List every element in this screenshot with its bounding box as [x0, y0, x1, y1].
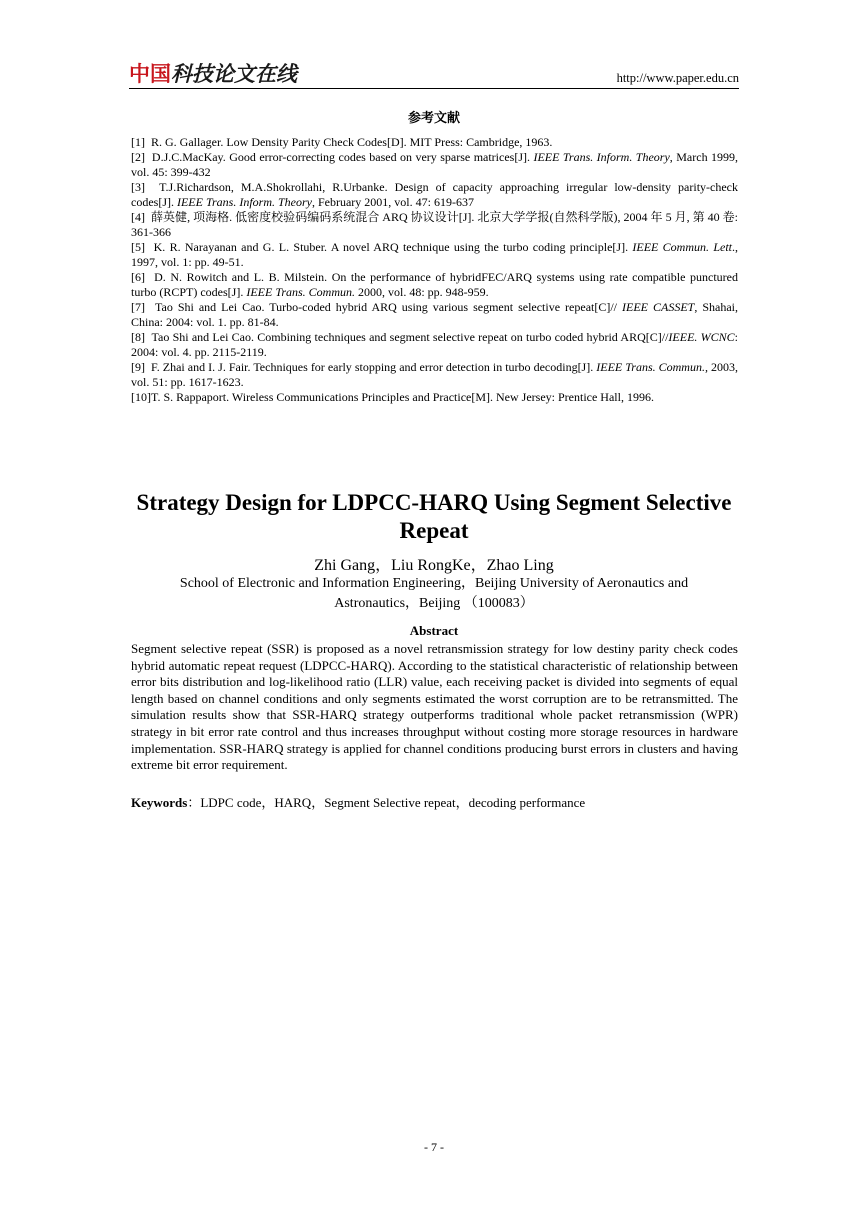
- reference-number: [3]: [131, 180, 145, 194]
- reference-text-pre: D.J.C.MacKay. Good error-correcting codes based on very sparse matrices[J].: [151, 150, 534, 164]
- abstract-heading: Abstract: [409, 623, 459, 638]
- reference-text-pre: R. G. Gallager. Low Density Parity Check Codes[D]. MIT Press: Cambridge, 1963.: [151, 135, 553, 149]
- reference-item: [131, 330, 738, 360]
- reference-text-pre: T.J.Richardson, M.A.Shokrollahi, R.Urbanke. Design of capacity approaching irregular low-density parity-check codes[J].: [131, 180, 739, 209]
- reference-text-it: IEEE Trans. Commun.: [246, 285, 356, 299]
- logo-text-dark: 科技论文在线: [171, 62, 297, 86]
- reference-text-it: IEEE CASSET: [622, 300, 695, 314]
- header-divider: [129, 88, 739, 89]
- reference-number: [4]: [131, 210, 145, 224]
- page-number: - 7 -: [424, 1140, 444, 1154]
- reference-item: [131, 135, 738, 150]
- reference-text-post: : 2004: vol. 4. pp. 2115-2119.: [131, 330, 739, 359]
- abstract-body: Segment selective repeat (SSR) is proposed as a novel retransmission strategy for low destiny parity check codes hybrid automatic repeat request (LDPCC-HARQ). According to the statistical characteristic of relationship between error bits distribution and log-likelihood ratio (LLR) value, each receiving packet is divided into segments of equal length based on channel conditions and only segments estimated the worst corruption are to be retransmitted. The simulation results show that SSR-HARQ strategy outperforms traditional whole packet retransmission (WPR) strategy in bit error rate control and thus increases throughput without costing more storage resources in hardware implementation. SSR-HARQ strategy is applied for channel conditions producing burst errors in clusters and having extreme bit error requirement.: [131, 641, 738, 773]
- reference-number: [2]: [131, 150, 145, 164]
- reference-text-pre: Tao Shi and Lei Cao. Combining techniques and segment selective repeat on turbo coded hybrid ARQ[C]//: [151, 330, 669, 344]
- reference-number: [8]: [131, 330, 145, 344]
- reference-number: [9]: [131, 360, 145, 374]
- reference-text-post: , Shahai, China: 2004: vol. 1. pp. 81-84.: [131, 300, 738, 329]
- reference-text-it: IEEE Trans. Commun.,: [596, 360, 708, 374]
- reference-text-pre: T. S. Rappaport. Wireless Communications Principles and Practice[M]. New Jersey: Prentice Hall, 1996.: [151, 390, 654, 404]
- reference-text-it: IEEE Trans. Inform. Theory: [533, 150, 670, 164]
- reference-text-pre: F. Zhai and I. J. Fair. Techniques for early stopping and error detection in turbo decoding[J].: [151, 360, 597, 374]
- keywords-label: Keywords: [131, 795, 188, 810]
- paper-title: Strategy Design for LDPCC-HARQ Using Segment Selective Repeat: [136, 490, 732, 543]
- reference-item: [131, 270, 738, 300]
- reference-item: [131, 240, 738, 270]
- reference-text-pre: D. N. Rowitch and L. B. Milstein. On the performance of hybridFEC/ARQ systems using rate compatible punctured turbo (RCPT) codes[J].: [131, 270, 738, 299]
- reference-text-post: ., 1997, vol. 1: pp. 49-51.: [131, 240, 738, 269]
- paper-affiliation: School of Electronic and Information Engineering，Beijing University of Aeronautics and Astronautics，Beijing （100083）: [179, 576, 689, 611]
- reference-number: [5]: [131, 240, 145, 254]
- page-header: [129, 62, 739, 90]
- reference-number: [1]: [131, 135, 145, 149]
- reference-text-pre: Tao Shi and Lei Cao. Turbo-coded hybrid ARQ using various segment selective repeat[C]//: [155, 300, 623, 314]
- site-logo: [129, 62, 297, 86]
- reference-text-it: IEEE Trans. Inform. Theory: [176, 195, 312, 209]
- reference-item: [131, 300, 738, 330]
- reference-item: [131, 180, 738, 210]
- reference-text-post: , February 2001, vol. 47: 619-637: [311, 195, 474, 209]
- reference-text-pre: 薛英健, 项海格. 低密度校验码编码系统混合 ARQ 协议设计[J]. 北京大学学报(自然科学版), 2004 年 5 月, 第 40 卷: 361-366: [131, 210, 739, 239]
- keywords-values: ：LDPC code，HARQ，Segment Selective repeat，decoding performance: [187, 795, 586, 810]
- reference-item: [131, 360, 738, 390]
- reference-number: [10]: [131, 390, 151, 404]
- references-heading: 参考文献: [407, 111, 460, 126]
- reference-text-post: 2000, vol. 48: pp. 948-959.: [355, 285, 489, 299]
- site-url: http://www.paper.edu.cn: [616, 71, 739, 85]
- reference-text-it: IEEE. WCNC: [668, 330, 735, 344]
- keywords-line: [131, 792, 738, 811]
- reference-number: [7]: [131, 300, 145, 314]
- paper-authors: Zhi Gang，Liu RongKe，Zhao Ling: [314, 557, 554, 574]
- reference-item: [131, 210, 738, 240]
- reference-text-pre: K. R. Narayanan and G. L. Stuber. A novel ARQ technique using the turbo coding principle[J].: [153, 240, 633, 254]
- reference-text-post: , March 1999, vol. 45: 399-432: [131, 150, 739, 179]
- reference-number: [6]: [131, 270, 145, 284]
- logo-text-red: 中国: [129, 62, 171, 86]
- reference-item: [131, 390, 738, 405]
- reference-text-it: IEEE Commun. Lett: [632, 240, 732, 254]
- reference-item: [131, 150, 738, 180]
- reference-text-post: 2003, vol. 51: pp. 1617-1623.: [131, 360, 738, 389]
- reference-list: [131, 135, 738, 405]
